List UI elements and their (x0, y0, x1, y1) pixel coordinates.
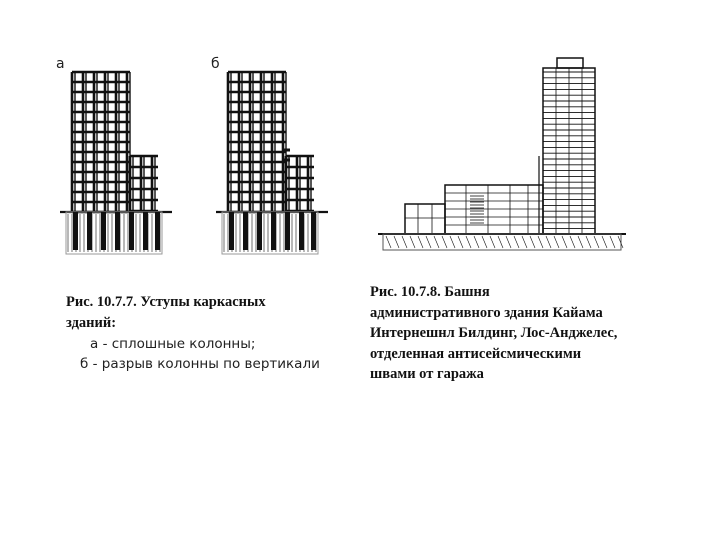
foundation-pile (311, 212, 316, 250)
soil-hatch (402, 236, 407, 248)
soil-hatch (426, 236, 431, 248)
caption-right-line-3: Интернешнл Билдинг, Лос-Анджелес, (370, 325, 618, 341)
tower-penthouse (557, 58, 583, 68)
building-frame-a (60, 72, 172, 254)
foundation-pile (299, 212, 304, 250)
caption-left-item-b: б - разрыв колонны по вертикали (80, 356, 320, 372)
foundation-pile (101, 212, 106, 250)
foundation-pile (143, 212, 148, 250)
caption-fig-10-7-8 (370, 282, 700, 385)
soil-hatch (386, 236, 391, 248)
soil-hatch (466, 236, 471, 248)
soil-hatch (458, 236, 463, 248)
soil-hatch (586, 236, 591, 248)
foundation-pile (229, 212, 234, 250)
foundation-pile (87, 212, 92, 250)
soil-hatch (530, 236, 535, 248)
soil-hatch (554, 236, 559, 248)
soil-hatch (610, 236, 615, 248)
caption-left-item-a: а - сплошные колонны; (90, 336, 256, 352)
foundation-pile (129, 212, 134, 250)
basement-zone (383, 234, 621, 250)
soil-hatch (538, 236, 543, 248)
garage-low-block (405, 204, 445, 234)
soil-hatch (394, 236, 399, 248)
soil-hatch (474, 236, 479, 248)
soil-hatch (418, 236, 423, 248)
foundation-pile (285, 212, 290, 250)
soil-hatch (506, 236, 511, 248)
foundation-pile (73, 212, 78, 250)
foundation-pile (257, 212, 262, 250)
kajima-tower-elevation (378, 58, 626, 250)
soil-hatch (434, 236, 439, 248)
soil-hatch (594, 236, 599, 248)
soil-hatch (410, 236, 415, 248)
soil-hatch (562, 236, 567, 248)
soil-hatch (490, 236, 495, 248)
caption-right-line-2: административного здания Кайама (370, 304, 603, 321)
soil-hatch (498, 236, 503, 248)
caption-right-line-1: Рис. 10.7.8. Башня (370, 284, 490, 300)
caption-left-title-1: Рис. 10.7.7. Уступы каркасных (66, 294, 266, 310)
foundation-pile (271, 212, 276, 250)
panel-label-b: б (211, 56, 220, 72)
foundation-pile (155, 212, 160, 250)
soil-hatch (570, 236, 575, 248)
foundation-pile (115, 212, 120, 250)
soil-hatch (482, 236, 487, 248)
caption-right-line-5: швами от гаража (370, 366, 484, 382)
soil-hatch (602, 236, 607, 248)
soil-hatch (578, 236, 583, 248)
foundation-pile (243, 212, 248, 250)
soil-hatch (450, 236, 455, 248)
building-frame-b (216, 72, 328, 254)
soil-hatch (514, 236, 519, 248)
soil-hatch (546, 236, 551, 248)
soil-hatch (522, 236, 527, 248)
caption-fig-10-7-7 (66, 292, 356, 374)
caption-left-title-2: зданий: (66, 315, 117, 331)
caption-right-line-4: отделенная антисейсмическими (370, 345, 582, 362)
panel-label-a: а (56, 56, 65, 72)
soil-hatch (442, 236, 447, 248)
